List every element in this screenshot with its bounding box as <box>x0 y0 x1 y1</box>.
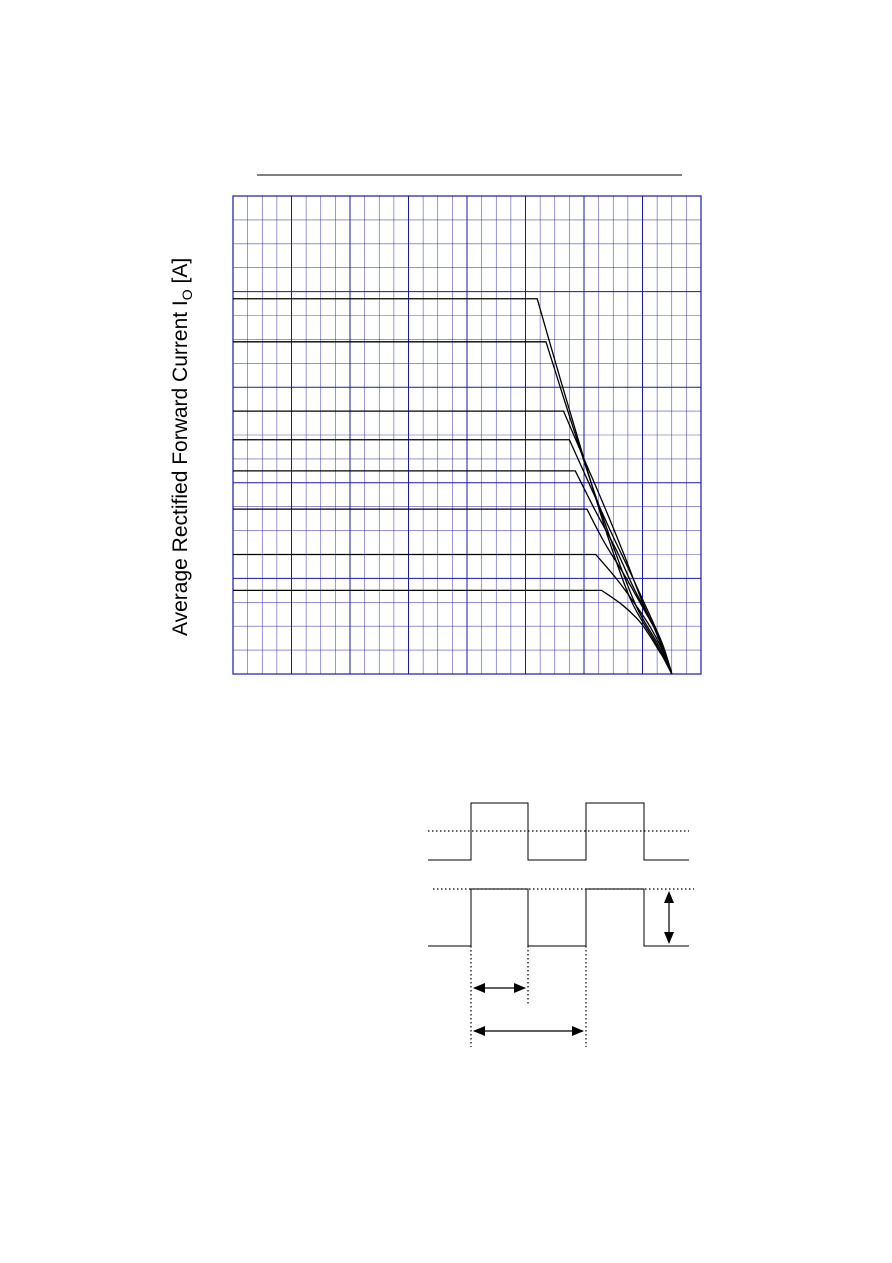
pulse-width-arrowhead-right <box>514 983 526 993</box>
amplitude-arrowhead-top <box>664 891 674 903</box>
y-axis-label <box>169 258 195 636</box>
pulse-width-arrowhead-left <box>473 983 485 993</box>
upper-pulse-waveform <box>428 803 689 860</box>
period-arrowhead-right <box>572 1026 584 1036</box>
amplitude-arrowhead-bottom <box>664 932 674 944</box>
y-axis-label-main: Average Rectified Forward Current I <box>169 300 192 636</box>
y-axis-label-subscript: O <box>179 289 195 301</box>
plot-grid <box>233 196 701 674</box>
period-arrowhead-left <box>473 1026 485 1036</box>
waveform-diagram <box>428 803 694 1047</box>
y-axis-label-unit: [A] <box>169 257 192 290</box>
lower-pulse-waveform <box>428 889 689 946</box>
